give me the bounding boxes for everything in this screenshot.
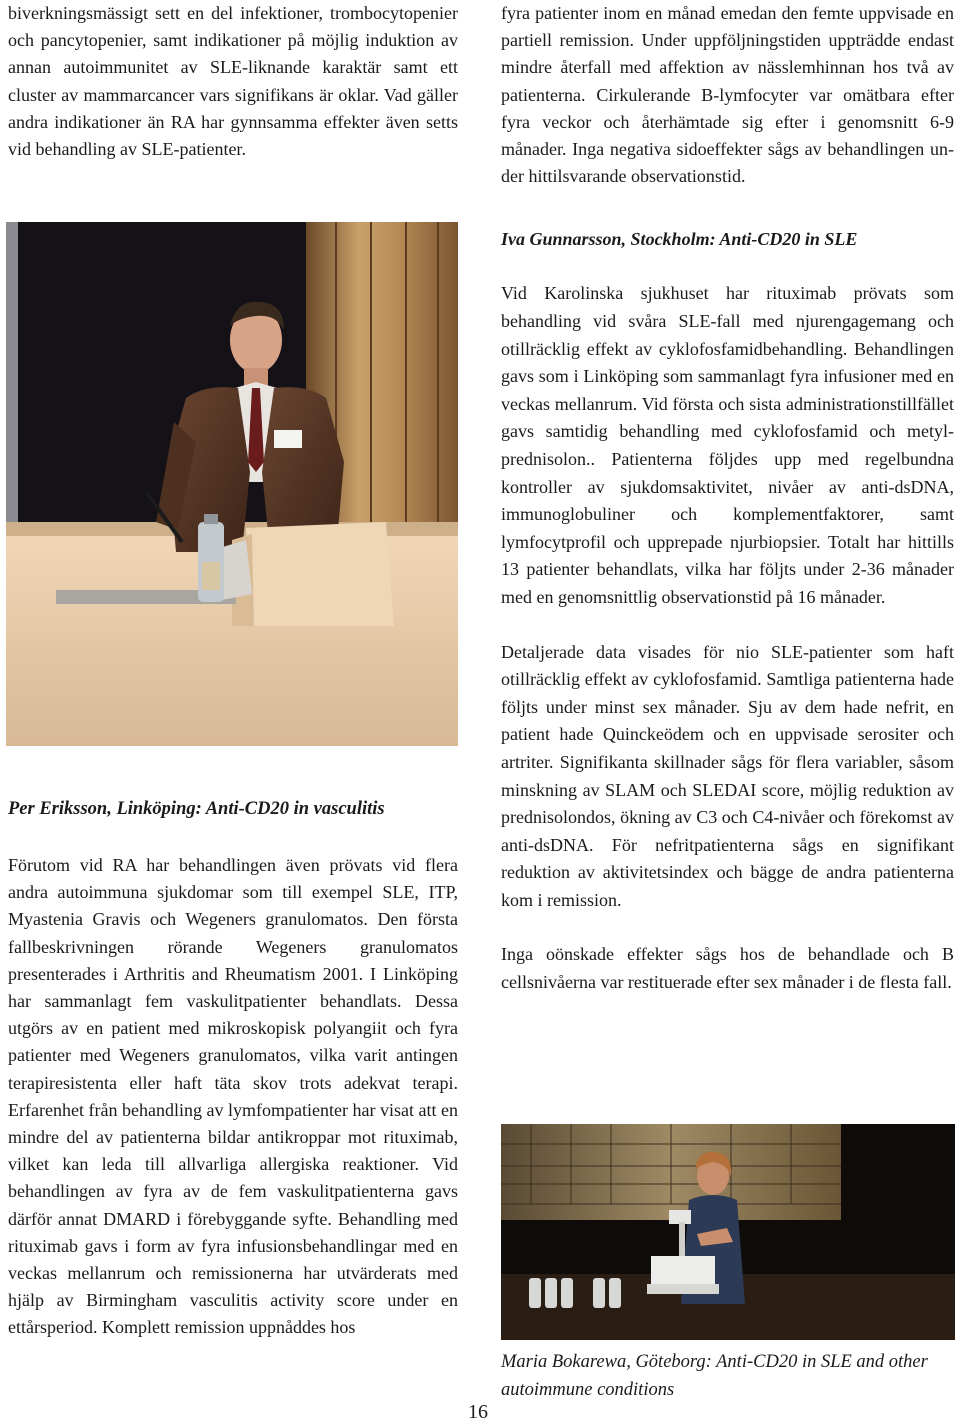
paragraph-iva-1: Vid Karolinska sjukhuset har rituximab prövats som behandling vid svåra SLE-fall med njurengagemang och otillräcklig effekt av cyklofosfamidbehandling. Behandlingen gavs som i Linköping som sammanlagt fyra infusioner med en veckas mellanrum. Vid första och sista administrationstillfället gavs samtidig behandling med cyklofosfamid och metylprednisolon.. Patienterna följdes upp med regelbundna kontroller av sjukdomsaktivitet, nivåer av anti-dsDNA, immunoglobuliner och komplementfaktorer, samt lymfocytprofil och upprepade njurbiopsier. Totalt har hittills 13 patienter behandlats, vilka har följts under 2-36 månader med en genomsnittlig observationstid på 16 månader.	[501, 283, 954, 607]
section-heading-iva-gunnarsson: Iva Gunnarsson, Stockholm: Anti-CD20 in SLE	[501, 229, 858, 250]
section-per-eriksson	[8, 796, 458, 1342]
photo-presenter-at-projector-image	[501, 1124, 955, 1340]
paragraph-iva-3: Inga oönskade effekter sågs hos de behandlade och B cellsnivåerna var restituerade efter sex månader i de flesta fall.	[501, 944, 954, 993]
photo-presenter-at-lectern	[6, 222, 458, 746]
photo-presenter-at-projector	[501, 1124, 955, 1340]
continuation-paragraph: fyra patienter inom en månad emedan den femte uppvisade en partiell remission. Under uppföljningstiden uppträdde endast mindre återfall med affektion av nässlemhinnan hos två av patienterna. Cirkulerande B-lymfocyter var omätbara efter fyra veckor och återhämtade sig efter i genomsnitt 6-9 månader. Inga negativa sidoeffekter sågs av behandlingen under hittilsvarande observationstid.	[501, 3, 954, 187]
left-column-top	[8, 0, 458, 163]
paragraph-per-eriksson: Förutom vid RA har behandlingen även prövats vid flera andra autoimmuna sjukdomar som till exempel SLE, ITP, Myastenia Gravis och Wegeners granulomatos. Den första fallbeskrivningen rörande Wegeners granulomatos presenterades i Arthritis and Rheumatism 2001. I Linköping har sammanlagt fem vaskulitpatienter behandlats. Dessa utgörs av en patient med mikroskopisk polyangiit och fyra patienter med Wegeners granulomatos, vilka varit antingen terapiresistenta eller haft täta skov trots adekvat terapi. Erfarenhet från behandling av lymfompatienter har visat att en mindre del av patienterna bildar antikroppar mot rituximab, vilket kan leda till allvarliga allergiska reaktioner. Vid behandlingen av fyra av de fem vaskulitpatienterna gavs därför annat DMARD i förebyggande syfte. Behandling med rituximab gavs i form av fyra infusionsbehandlingar med en veckas mellanrum och remissionerna har utvärderats med hjälp av Birmingham vasculitis activity score under en ettårsperiod. Komplett remission uppnåddes hos	[8, 855, 458, 1338]
paragraph-iva-2: Detaljerade data visades för nio SLE-patienter som haft otillräcklig effekt av cyklofosfamid. Samtliga patienterna hade följts under minst sex månader. Sju av dem hade nefrit, en patient hade Quinckeödem och en uppvisade serositer och artriter. Signifikanta skillnader sågs för flera variabler, såsom minskning av SLAM och SLEDAI score, möjlig reduktion av prednisolondos, ökning av C3 och C4-nivåer och förekomst av anti-dsDNA. För nefritpatienterna sågs en signifikant reduktion av aktivitetsindex och bägge de andra patienterna kom i remission.	[501, 641, 954, 910]
page-number: 16	[468, 1401, 488, 1423]
intro-paragraph: biverkningsmässigt sett en del infektioner, trombocytopenier och pancytopenier, samt indikationer på möjlig induktion av annan autoimmunitet av SLE-liknande karaktär samt ett cluster av mammarcancer vars signifikans är oklar. Vad gäller andra indikationer än RA har gynnsamma effekter även setts vid behandling av SLE-patienter.	[8, 3, 458, 160]
right-column	[501, 0, 954, 997]
section-heading-per-eriksson: Per Eriksson, Linköping: Anti-CD20 in vasculitis	[8, 799, 385, 819]
photo-caption: Maria Bokarewa, Göteborg: Anti-CD20 in SLE and other autoimmune conditions	[501, 1352, 928, 1400]
photo-presenter-at-lectern-image	[6, 222, 458, 746]
